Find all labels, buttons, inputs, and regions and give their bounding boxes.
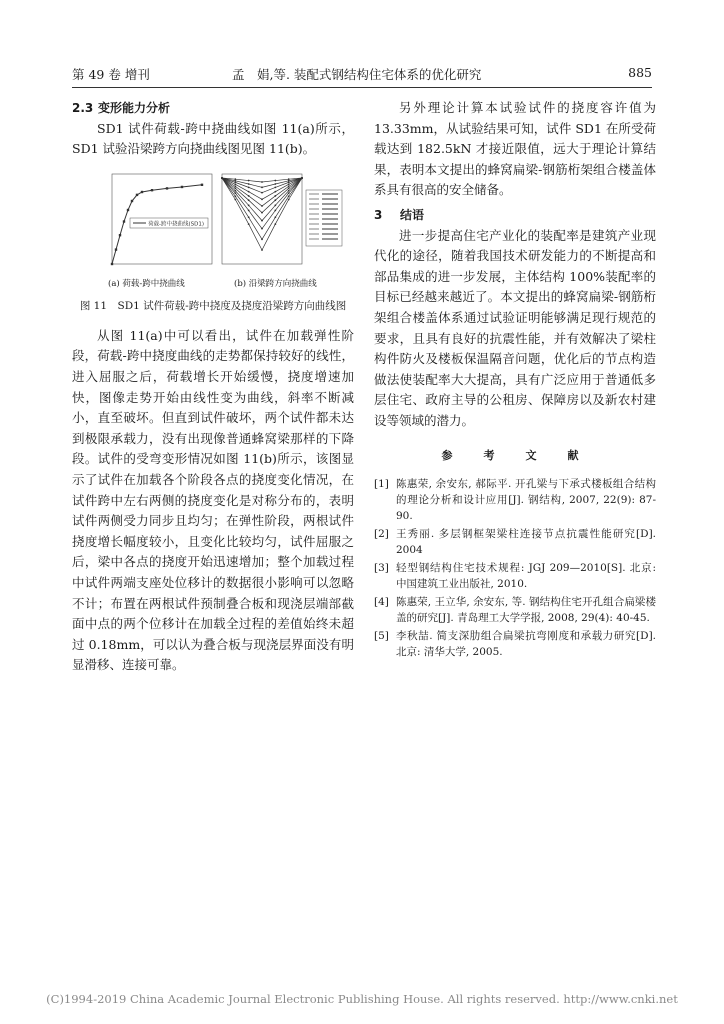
journal-issue: 第 49 卷 增刊 — [72, 67, 150, 82]
chart-b — [221, 174, 342, 264]
chart-b-point — [261, 220, 263, 222]
page-number: 885 — [628, 65, 652, 80]
reference-item — [374, 628, 656, 660]
section-number: 3 — [374, 207, 383, 222]
chart-b-point — [248, 191, 250, 193]
chart-b-point — [261, 192, 263, 194]
chart-b-point — [274, 186, 276, 188]
chart-b-point — [248, 183, 250, 185]
chart-b-legend-label-mark — [322, 213, 338, 215]
chart-b-point — [288, 192, 290, 194]
intro-paragraph: SD1 试件荷载-跨中挠曲线如图 11(a)所示，SD1 试验沿梁跨方向挠曲线图见图 11(b)。 — [72, 120, 354, 157]
chart-b-point — [261, 228, 263, 230]
chart-b-point — [274, 191, 276, 193]
chart-b-point — [248, 204, 250, 206]
figure-11-graphics — [72, 166, 354, 278]
chart-b-point — [261, 249, 263, 251]
reference-number: [4] — [374, 596, 389, 609]
chart-b-legend-label-mark — [322, 193, 338, 195]
reference-text: 王秀丽. 多层钢框架梁柱连接节点抗震性能研究[D]. 2004 — [396, 528, 656, 557]
chart-b-series-line — [222, 178, 302, 213]
subcaption-a: (a) 荷载-跨中挠曲线 — [108, 278, 185, 289]
chart-b-point — [234, 198, 236, 200]
chart-b-point — [274, 179, 276, 181]
chart-b-point — [261, 198, 263, 200]
chart-b-point — [288, 185, 290, 187]
chart-a-point — [151, 189, 153, 191]
chart-b-point — [234, 178, 236, 180]
chart-b-point — [288, 180, 290, 182]
chart-b-point — [234, 192, 236, 194]
reference-number: [5] — [374, 630, 389, 643]
reference-list — [374, 476, 656, 660]
reference-text: 陈惠荣, 王立华, 余安东, 等. 钢结构住宅开孔组合扁梁楼盖的研究[J]. 青岛理工大学学报, 2008, 29(4): 40-45. — [396, 596, 656, 625]
subcaption-b: (b) 沿梁跨方向挠曲线 — [234, 278, 317, 289]
chart-b-point — [248, 209, 250, 211]
chart-a-point — [123, 220, 125, 222]
chart-a-point — [115, 248, 117, 250]
reference-number: [1] — [374, 478, 389, 491]
section-title: 变形能力分析 — [98, 101, 171, 115]
reference-number: [3] — [374, 562, 389, 575]
section-heading-2-3 — [72, 98, 354, 119]
running-header — [72, 65, 652, 83]
chart-b-point — [248, 186, 250, 188]
chart-b-point — [288, 183, 290, 185]
chart-b-legend-label-mark — [322, 228, 338, 230]
header-rule — [72, 87, 652, 88]
chart-b-point — [274, 195, 276, 197]
left-column — [72, 98, 354, 676]
chart-a-point — [131, 200, 133, 202]
chart-a-point — [127, 209, 129, 211]
chart-b-legend-label-mark — [322, 208, 338, 210]
chart-a-point — [181, 186, 183, 188]
section-title: 结语 — [400, 207, 425, 222]
chart-b-point — [248, 199, 250, 201]
reference-item — [374, 560, 656, 592]
paragraph-conclusion: 进一步提高住宅产业化的装配率是建筑产业现代化的途径，随着我国技术研发能力的不断提高和部品集成的进一步发展，主体结构 100%装配率的目标已经越来越近了。本文提出的蜂窝扁梁-钢筋桁架组合楼盖体系通过试验证明能够满足现行规范的要求，且具有良好的抗震性能，并有效解决了梁柱构件防火及楼板保温隔音问题，优化后的节点构造做法使装配率大大提高，具有广泛应用于普通低多层住宅、政府主导的公租房、保障房以及新农村建设等领域的潜力。 — [374, 227, 656, 428]
chart-a-point — [111, 263, 113, 265]
chart-b-point — [274, 183, 276, 185]
reference-item — [374, 594, 656, 626]
reference-text: 李秋喆. 简支深肋组合扁梁抗弯刚度和承载力研究[D]. 北京: 清华大学, 2005. — [396, 630, 656, 659]
chart-b-legend-label-mark — [322, 223, 338, 225]
chart-b-point — [301, 177, 303, 179]
references-heading: 参 考 文 献 — [441, 448, 589, 462]
body-paragraph: 从图 11(a)中可以看出，试件在加载弹性阶段，荷载-跨中挠度曲线的走势都保持较好的线性，进入屈服之后，荷载增长开始缓慢，挠度增速加快，图像走势开始由线性变为曲线，斜率不断减小，直至破坏。但直到试件破坏，两个试件都未达到极限承载力，没有出现像普通蜂窝梁那样的下降段。试件的受弯变形情况如图 11(b)所示，该图显示了试件在加载各个阶段各点的挠度变化情况，在试件跨中左右两侧的挠度变化是对称分布的，表明试件两侧受力同步且均匀；在弹性阶段，两根试件挠度增长幅度较小，且变化比较均匀，试件屈服之后，梁中各点的挠度开始迅速增加；整个加载过程中试件两端支座处位移计的数据很小影响可以忽略不计；布置在两根试件预制叠合板和现浇层端部截面中点的两个位移计在加载全过程的差值始终未超过 0.18mm，可以认为叠合板与现浇层界面没有明显滑移、连接可靠。 — [72, 327, 354, 673]
chart-b-point — [248, 195, 250, 197]
chart-a-point — [166, 187, 168, 189]
chart-b-point — [234, 190, 236, 192]
chart-b-legend-label-mark — [322, 218, 338, 220]
chart-b-point — [234, 187, 236, 189]
chart-b-point — [234, 180, 236, 182]
reference-item — [374, 526, 656, 558]
chart-a — [111, 174, 212, 265]
right-column — [374, 98, 656, 662]
chart-b-legend-label-mark — [322, 198, 338, 200]
chart-b-point — [221, 177, 223, 179]
reference-number: [2] — [374, 528, 389, 541]
reference-text: 轻型钢结构住宅技术规程: JGJ 209—2010[S]. 北京: 中国建筑工业出版社, 2010. — [396, 562, 656, 591]
figure-caption: 图 11 SD1 试件荷载-跨中挠度及挠度沿梁跨方向曲线图 — [79, 299, 347, 312]
chart-b-point — [288, 181, 290, 183]
chart-b-point — [234, 185, 236, 187]
paragraph-allowable-deflection: 另外理论计算本试验试件的挠度容许值为 13.33mm，从试验结果可知，试件 SD1 在所受荷载达到 182.5kN 才接近限值，远大于理论计算结果，表明本文提出的蜂窝扁梁-钢筋桁架组合楼盖体系具有很高的安全储备。 — [374, 100, 656, 198]
section-number: 2.3 — [72, 101, 94, 115]
chart-b-point — [261, 205, 263, 207]
chart-b-point — [274, 199, 276, 201]
chart-b-point — [248, 216, 250, 218]
reference-text: 陈惠荣, 余安东, 郝际平. 开孔梁与下承式楼板组合结构的理论分析和设计应用[J]. 钢结构, 2007, 22(9): 87-90. — [396, 478, 656, 523]
chart-b-point — [234, 195, 236, 197]
chart-b-legend-label-mark — [322, 233, 338, 235]
running-title: 孟 娟,等. 装配式钢结构住宅体系的优化研究 — [232, 67, 482, 82]
chart-b-point — [234, 183, 236, 185]
reference-item — [374, 476, 656, 524]
chart-b-point — [261, 181, 263, 183]
chart-b-point — [261, 212, 263, 214]
chart-b-point — [288, 178, 290, 180]
chart-b-legend-label-mark — [322, 203, 338, 205]
chart-b-point — [288, 198, 290, 200]
chart-b-point — [274, 204, 276, 206]
section-heading-3 — [374, 205, 656, 226]
chart-b-point — [234, 181, 236, 183]
chart-a-point — [141, 191, 143, 193]
chart-b-point — [261, 186, 263, 188]
copyright-footer: (C)1994-2019 China Academic Journal Electronic Publishing House. All rights reserved. http://www.cnki.net — [46, 992, 678, 1006]
chart-b-point — [274, 216, 276, 218]
chart-b-point — [248, 223, 250, 225]
chart-b-point — [248, 179, 250, 181]
chart-b-point — [274, 223, 276, 225]
chart-b-point — [288, 190, 290, 192]
chart-b-legend-label-mark — [322, 238, 338, 240]
chart-a-point — [201, 183, 203, 185]
figure-11 — [72, 166, 354, 326]
chart-b-point — [261, 238, 263, 240]
chart-b-point — [288, 187, 290, 189]
chart-a-point — [119, 234, 121, 236]
chart-a-legend-label: 荷载-跨中挠曲线(SD1) — [148, 221, 205, 228]
chart-b-point — [288, 195, 290, 197]
chart-a-point — [136, 193, 138, 195]
chart-b-point — [274, 209, 276, 211]
